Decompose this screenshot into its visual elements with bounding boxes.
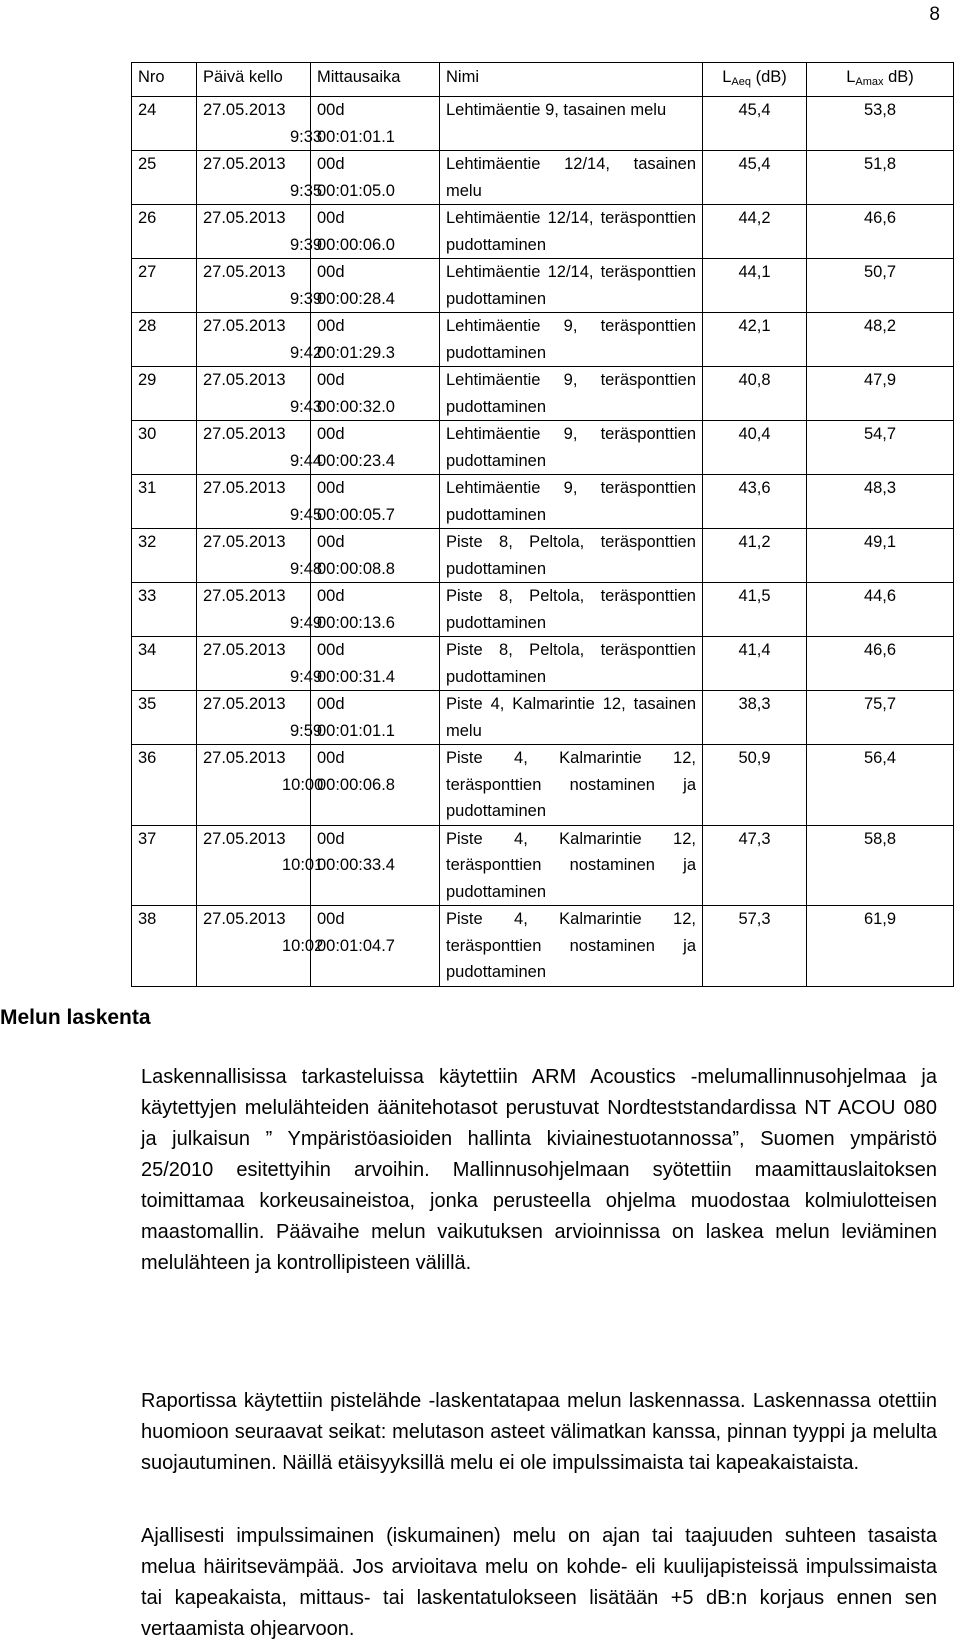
cell-laeq: 40,8 — [703, 367, 807, 421]
duration-days: 00d — [317, 533, 345, 551]
cell-name: Lehtimäentie 9, teräsponttien pudottaminen — [440, 475, 703, 529]
date-text: 27.05.2013 — [203, 101, 286, 119]
duration-time: 00:01:01.1 — [317, 721, 395, 740]
duration-days: 00d — [317, 371, 345, 389]
table-row — [132, 97, 954, 151]
cell-date — [197, 906, 324, 987]
cell-duration — [311, 97, 440, 151]
cell-duration — [311, 475, 440, 529]
cell-nro: 26 — [132, 205, 197, 259]
duration-time: 00:00:33.4 — [317, 856, 395, 874]
cell-date — [197, 825, 324, 906]
duration-time: 00:01:01.1 — [317, 127, 395, 146]
table-row — [132, 583, 954, 637]
time-text: 9:44 — [290, 451, 323, 470]
section-heading: Melun laskenta — [0, 1006, 151, 1029]
cell-laeq: 41,2 — [703, 529, 807, 583]
cell-duration — [311, 313, 440, 367]
cell-name: Lehtimäentie 9, teräsponttien pudottaminen — [440, 421, 703, 475]
cell-date — [197, 205, 323, 259]
measurement-table — [131, 62, 954, 987]
time-text: 10:00 — [282, 775, 324, 794]
cell-lamax: 54,7 — [807, 421, 954, 475]
cell-lamax: 49,1 — [807, 529, 954, 583]
cell-date — [197, 475, 323, 529]
cell-duration — [311, 205, 440, 259]
cell-lamax: 53,8 — [807, 97, 954, 151]
time-text: 9:49 — [290, 613, 323, 632]
cell-lamax: 48,2 — [807, 313, 954, 367]
table-row — [132, 421, 954, 475]
table-row — [132, 313, 954, 367]
cell-duration — [311, 367, 440, 421]
cell-duration — [311, 259, 440, 313]
table-row — [132, 259, 954, 313]
cell-lamax: 44,6 — [807, 583, 954, 637]
duration-time: 00:00:32.0 — [317, 397, 395, 416]
duration-days: 00d — [317, 317, 345, 335]
page-number: 8 — [929, 4, 940, 25]
table-header-row — [132, 63, 954, 97]
header-laeq: $L_{Aeq}$ (dB) — [703, 63, 807, 97]
header-date: Päivä kello — [197, 63, 311, 97]
cell-laeq: 47,3 — [703, 825, 807, 906]
table-row — [132, 475, 954, 529]
header-duration: Mittausaika — [311, 63, 440, 97]
cell-name: Piste 4, Kalmarintie 12, teräsponttien nostaminen ja pudottaminen — [440, 825, 703, 906]
paragraph-3: Ajallisesti impulssimainen (iskumainen) melu on ajan tai taajuuden suhteen tasaista melua häiritsevämpää. Jos arvioitava melu on kohde- eli kuulijapisteissä impulssimaista tai kapeakaista, mittaus- tai laskentatulokseen lisätään +5 dB:n korjaus ennen sen vertaamista ohjearvoon. — [141, 1525, 937, 1640]
cell-name: Piste 4, Kalmarintie 12, teräsponttien nostaminen ja pudottaminen — [440, 906, 703, 987]
cell-lamax: 51,8 — [807, 151, 954, 205]
cell-lamax: 47,9 — [807, 367, 954, 421]
duration-days: 00d — [317, 101, 345, 119]
date-text: 27.05.2013 — [203, 829, 286, 848]
cell-duration — [311, 745, 440, 826]
cell-name: Lehtimäentie 12/14, tasainen melu — [440, 151, 703, 205]
paragraph-2: Raportissa käytettiin pistelähde -laskentatapaa melun laskennassa. Laskennassa otettiin huomioon seuraavat seikat: melutason asteet välimatkan kanssa, pinnan tyyppi ja melulta suojautuminen. Näillä etäisyyksillä melu ei ole impulssimaista tai kapeakaistaista. — [141, 1390, 937, 1474]
cell-nro: 31 — [132, 475, 197, 529]
cell-name: Lehtimäentie 9, tasainen melu — [440, 97, 703, 151]
date-text: 27.05.2013 — [203, 641, 286, 659]
time-text: 9:59 — [290, 721, 323, 740]
table-row — [132, 151, 954, 205]
cell-name: Piste 4, Kalmarintie 12, tasainen melu — [440, 691, 703, 745]
cell-nro: 29 — [132, 367, 197, 421]
cell-date — [197, 583, 323, 637]
cell-date — [197, 313, 323, 367]
duration-days: 00d — [317, 749, 345, 767]
cell-laeq: 38,3 — [703, 691, 807, 745]
header-nro: Nro — [132, 63, 197, 97]
header-lamax: $L_{Amax}$ dB) — [807, 63, 954, 97]
cell-duration — [311, 906, 440, 987]
duration-time: 00:01:04.7 — [317, 936, 395, 955]
cell-nro: 24 — [132, 97, 197, 151]
duration-time: 00:01:29.3 — [317, 343, 395, 362]
duration-time: 00:00:28.4 — [317, 289, 395, 308]
cell-date — [197, 151, 323, 205]
date-text: 27.05.2013 — [203, 587, 286, 605]
cell-nro: 36 — [132, 745, 197, 826]
cell-date — [197, 367, 323, 421]
date-text: 27.05.2013 — [203, 317, 286, 335]
time-text: 9:35 — [290, 181, 323, 200]
time-text: 10:01 — [282, 856, 324, 874]
table-row — [132, 691, 954, 745]
table-row — [132, 637, 954, 691]
date-text: 27.05.2013 — [203, 371, 286, 389]
time-text: 9:39 — [290, 235, 323, 254]
date-text: 27.05.2013 — [203, 425, 286, 443]
cell-lamax: 50,7 — [807, 259, 954, 313]
cell-name: Piste 8, Peltola, teräsponttien pudottaminen — [440, 529, 703, 583]
duration-time: 00:00:23.4 — [317, 451, 395, 470]
cell-duration — [311, 421, 440, 475]
duration-days: 00d — [317, 209, 345, 227]
cell-nro: 33 — [132, 583, 197, 637]
date-text: 27.05.2013 — [203, 209, 286, 227]
cell-laeq: 40,4 — [703, 421, 807, 475]
cell-duration — [311, 583, 440, 637]
cell-laeq: 45,4 — [703, 151, 807, 205]
cell-name: Piste 8, Peltola, teräsponttien pudottaminen — [440, 583, 703, 637]
date-text: 27.05.2013 — [203, 479, 286, 497]
table-row — [132, 825, 954, 906]
table-row — [132, 906, 954, 987]
cell-duration — [311, 825, 440, 906]
duration-days: 00d — [317, 587, 345, 605]
duration-time: 00:00:05.7 — [317, 505, 395, 524]
cell-lamax: 58,8 — [807, 825, 954, 906]
cell-lamax: 46,6 — [807, 205, 954, 259]
table-row — [132, 367, 954, 421]
time-text: 9:45 — [290, 505, 323, 524]
duration-time: 00:00:08.8 — [317, 559, 395, 578]
cell-date — [197, 97, 323, 151]
cell-date — [197, 691, 323, 745]
time-text: 9:49 — [290, 667, 323, 686]
date-text: 27.05.2013 — [203, 263, 286, 281]
time-text: 9:39 — [290, 289, 323, 308]
duration-days: 00d — [317, 910, 345, 928]
duration-time: 00:00:06.0 — [317, 235, 395, 254]
cell-laeq: 44,1 — [703, 259, 807, 313]
cell-nro: 30 — [132, 421, 197, 475]
duration-days: 00d — [317, 263, 345, 281]
cell-laeq: 41,5 — [703, 583, 807, 637]
time-text: 9:43 — [290, 397, 323, 416]
cell-date — [197, 421, 323, 475]
cell-lamax: 75,7 — [807, 691, 954, 745]
time-text: 9:48 — [290, 559, 323, 578]
duration-days: 00d — [317, 829, 345, 848]
table-row — [132, 745, 954, 826]
cell-lamax: 61,9 — [807, 906, 954, 987]
duration-time: 00:00:31.4 — [317, 667, 395, 686]
cell-name: Lehtimäentie 9, teräsponttien pudottaminen — [440, 313, 703, 367]
cell-duration — [311, 151, 440, 205]
cell-name: Lehtimäentie 9, teräsponttien pudottaminen — [440, 367, 703, 421]
duration-time: 00:01:05.0 — [317, 181, 395, 200]
date-text: 27.05.2013 — [203, 749, 286, 767]
date-text: 27.05.2013 — [203, 155, 286, 173]
duration-time: 00:00:06.8 — [317, 775, 395, 794]
duration-days: 00d — [317, 479, 345, 497]
duration-days: 00d — [317, 155, 345, 173]
cell-nro: 28 — [132, 313, 197, 367]
cell-laeq: 57,3 — [703, 906, 807, 987]
cell-laeq: 44,2 — [703, 205, 807, 259]
cell-nro: 27 — [132, 259, 197, 313]
cell-nro: 25 — [132, 151, 197, 205]
cell-laeq: 50,9 — [703, 745, 807, 826]
cell-nro: 35 — [132, 691, 197, 745]
cell-lamax: 46,6 — [807, 637, 954, 691]
cell-name: Lehtimäentie 12/14, teräsponttien pudottaminen — [440, 205, 703, 259]
duration-days: 00d — [317, 695, 345, 713]
cell-date — [197, 529, 323, 583]
cell-nro: 37 — [132, 825, 197, 906]
cell-date — [197, 259, 323, 313]
header-name: Nimi — [440, 63, 703, 97]
time-text: 10:02 — [282, 936, 324, 955]
cell-laeq: 41,4 — [703, 637, 807, 691]
cell-lamax: 56,4 — [807, 745, 954, 826]
date-text: 27.05.2013 — [203, 533, 286, 551]
cell-laeq: 43,6 — [703, 475, 807, 529]
cell-duration — [311, 529, 440, 583]
time-text: 9:42 — [290, 343, 323, 362]
cell-duration — [311, 691, 440, 745]
duration-time: 00:00:13.6 — [317, 613, 395, 632]
table-row — [132, 529, 954, 583]
cell-name: Lehtimäentie 12/14, teräsponttien pudottaminen — [440, 259, 703, 313]
date-text: 27.05.2013 — [203, 910, 286, 928]
cell-date — [197, 745, 324, 826]
cell-laeq: 45,4 — [703, 97, 807, 151]
cell-name: Piste 8, Peltola, teräsponttien pudottaminen — [440, 637, 703, 691]
table-row — [132, 205, 954, 259]
table-body — [132, 97, 954, 987]
duration-days: 00d — [317, 641, 345, 659]
duration-days: 00d — [317, 425, 345, 443]
time-text: 9:33 — [290, 127, 323, 146]
cell-nro: 34 — [132, 637, 197, 691]
cell-nro: 32 — [132, 529, 197, 583]
cell-nro: 38 — [132, 906, 197, 987]
cell-date — [197, 637, 323, 691]
cell-duration — [311, 637, 440, 691]
date-text: 27.05.2013 — [203, 695, 286, 713]
cell-lamax: 48,3 — [807, 475, 954, 529]
cell-name: Piste 4, Kalmarintie 12, teräsponttien nostaminen ja pudottaminen — [440, 745, 703, 826]
paragraph-1: Laskennallisissa tarkasteluissa käytettiin ARM Acoustics -melumallinnusohjelmaa ja käytettyjen melulähteiden äänitehotasot perustuvat Nordteststandardissa NT ACOU 080 ja julkaisun ” Ympäristöasioiden hallinta kiviainestuotannossa”, Suomen ympäristö 25/2010 esitettyihin arvoihin. Mallinnusohjelmaan syötettiin maamittauslaitoksen toimittamaa korkeusaineistoa, jonka perusteella ohjelma muodostaa kolmiulotteisen maastomallin. Päävaihe melun vaikutuksen arvioinnissa on laskea melun leviäminen melulähteen ja kontrollipisteen välillä. — [141, 1066, 937, 1274]
cell-laeq: 42,1 — [703, 313, 807, 367]
